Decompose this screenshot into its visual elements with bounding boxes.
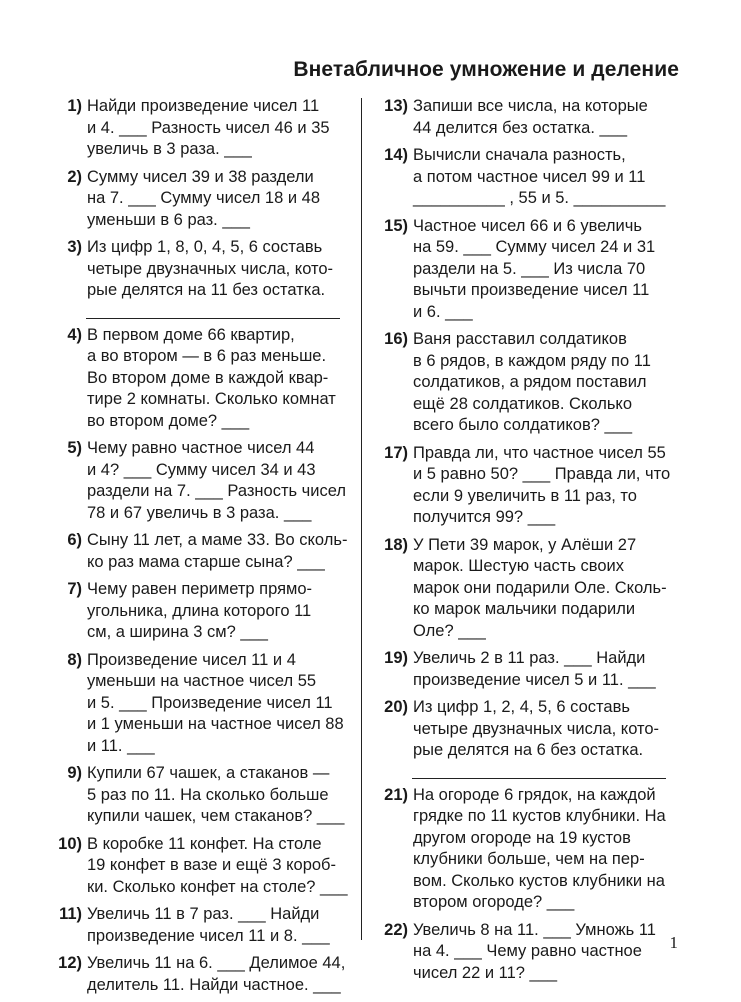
- answer-line: [412, 764, 666, 779]
- task-2: [50, 167, 350, 232]
- task-number: 10): [58, 834, 82, 853]
- task-text: Вычисли сначала разность, а потом частное чисел 99 и 11 __________ , 55 и 5. __________: [413, 146, 666, 207]
- task-text: Из цифр 1, 2, 4, 5, 6 составь четыре двузначных числа, кото- рые делятся на 6 без остатка.: [413, 698, 660, 759]
- task-number: 17): [384, 443, 408, 462]
- task-16: [376, 329, 676, 437]
- task-text: Ваня расставил солдатиков в 6 рядов, в каждом ряду по 11 солдатиков, а рядом поставил ещё 28 солдатиков. Сколько всего было солдатиков? ___: [413, 330, 651, 434]
- task-1: [50, 96, 350, 161]
- task-22: [376, 920, 676, 985]
- task-number: 21): [384, 785, 408, 804]
- task-11: [50, 904, 350, 947]
- task-text: На огороде 6 грядок, на каждой грядке по 11 кустов клубники. На другом огороде на 19 кустов клубники больше, чем на пер- вом. Сколько кустов клубники на втором огороде? ___: [413, 785, 666, 911]
- task-12: [50, 953, 350, 996]
- task-13: [376, 96, 676, 139]
- task-17: [376, 443, 676, 529]
- task-9: [50, 763, 350, 828]
- task-number: 19): [384, 649, 408, 667]
- task-15: [376, 216, 676, 324]
- task-20: [376, 697, 676, 762]
- task-text: Купили 67 чашек, а стаканов — 5 раз по 11. На сколько больше купили чашек, чем стаканов? ___: [87, 764, 345, 825]
- task-number: 11): [59, 905, 82, 923]
- task-text: Запиши все числа, на которые 44 делится без остатка. ___: [413, 97, 648, 137]
- answer-line: [86, 304, 340, 319]
- task-number: 7): [67, 580, 82, 598]
- task-text: Увеличь 2 в 11 раз. ___ Найди произведение чисел 5 и 11. ___: [413, 649, 656, 689]
- task-text: Частное чисел 66 и 6 увеличь на 59. ___ Сумму чисел 24 и 31 раздели на 5. ___ Из числа 70 вычьти произведение чисел 11 и 6. ___: [413, 216, 656, 321]
- page-title: Внетабличное умножение и деление: [293, 58, 679, 81]
- task-number: 16): [384, 330, 408, 348]
- task-number: 5): [67, 439, 82, 457]
- task-number: 2): [67, 167, 82, 186]
- task-number: 1): [67, 97, 82, 115]
- task-5: [50, 438, 350, 524]
- task-text: Правда ли, что частное чисел 55 и 5 равно 50? ___ Правда ли, что если 9 увеличить в 11 раз, то получится 99? ___: [413, 443, 671, 526]
- task-number: 18): [384, 535, 408, 554]
- task-number: 6): [67, 531, 82, 549]
- task-text: Произведение чисел 11 и 4 уменьши на частное чисел 55 и 5. ___ Произведение чисел 11 и 1 уменьши на частное чисел 88 и 11. ___: [87, 650, 344, 755]
- task-number: 12): [58, 954, 82, 972]
- task-text: У Пети 39 марок, у Алёши 27 марок. Шестую часть своих марок они подарили Оле. Сколь- ко марок мальчики подарили Оле? ___: [413, 535, 667, 640]
- task-7: [50, 579, 350, 644]
- task-number: 14): [384, 146, 408, 164]
- task-number: 20): [384, 698, 408, 716]
- page-number: 1: [669, 933, 678, 952]
- task-text: Увеличь 11 на 6. ___ Делимое 44, делитель 11. Найди частное. ___: [87, 954, 346, 994]
- task-text: Сумму чисел 39 и 38 раздели на 7. ___ Сумму чисел 18 и 48 уменьши в 6 раз. ___: [87, 167, 321, 229]
- task-number: 3): [67, 238, 82, 256]
- task-18: [376, 535, 676, 643]
- task-4: [50, 325, 350, 433]
- task-6: [50, 530, 350, 573]
- task-text: Чему равно частное чисел 44 и 4? ___ Сумму чисел 34 и 43 раздели на 7. ___ Разность чисел 78 и 67 увеличь в 3 раза. ___: [87, 439, 346, 522]
- task-text: Увеличь 11 в 7 раз. ___ Найди произведение чисел 11 и 8. ___: [87, 905, 330, 945]
- task-number: 4): [67, 325, 82, 344]
- task-text: Сыну 11 лет, а маме 33. Во сколь- ко раз мама старше сына? ___: [87, 531, 348, 571]
- task-text: В первом доме 66 квартир, а во втором — в 6 раз меньше. Во втором доме в каждой квар- тире 2 комнаты. Сколько комнат во втором доме? ___: [87, 325, 336, 430]
- column-divider: [361, 98, 362, 940]
- task-text: Найди произведение чисел 11 и 4. ___ Разность чисел 46 и 35 увеличь в 3 раза. ___: [87, 97, 330, 158]
- task-3: [50, 237, 350, 302]
- left-column: [50, 96, 350, 1002]
- task-text: Увеличь 8 на 11. ___ Умножь 11 на 4. ___ Чему равно частное чисел 22 и 11? ___: [413, 920, 656, 982]
- task-14: [376, 145, 676, 210]
- task-8: [50, 650, 350, 758]
- task-number: 13): [384, 97, 408, 115]
- task-number: 15): [384, 216, 408, 235]
- task-number: 22): [384, 920, 408, 939]
- task-number: 9): [67, 764, 82, 782]
- right-column: [376, 96, 676, 990]
- task-number: 8): [67, 650, 82, 669]
- task-text: Из цифр 1, 8, 0, 4, 5, 6 составь четыре двузначных числа, кото- рые делятся на 11 без остатка.: [87, 238, 334, 299]
- task-10: [50, 834, 350, 899]
- task-text: В коробке 11 конфет. На столе 19 конфет в вазе и ещё 3 короб- ки. Сколько конфет на столе? ___: [87, 834, 348, 896]
- task-text: Чему равен периметр прямо- угольника, длина которого 11 см, а ширина 3 см? ___: [87, 580, 313, 641]
- task-19: [376, 648, 676, 691]
- task-21: [376, 785, 676, 914]
